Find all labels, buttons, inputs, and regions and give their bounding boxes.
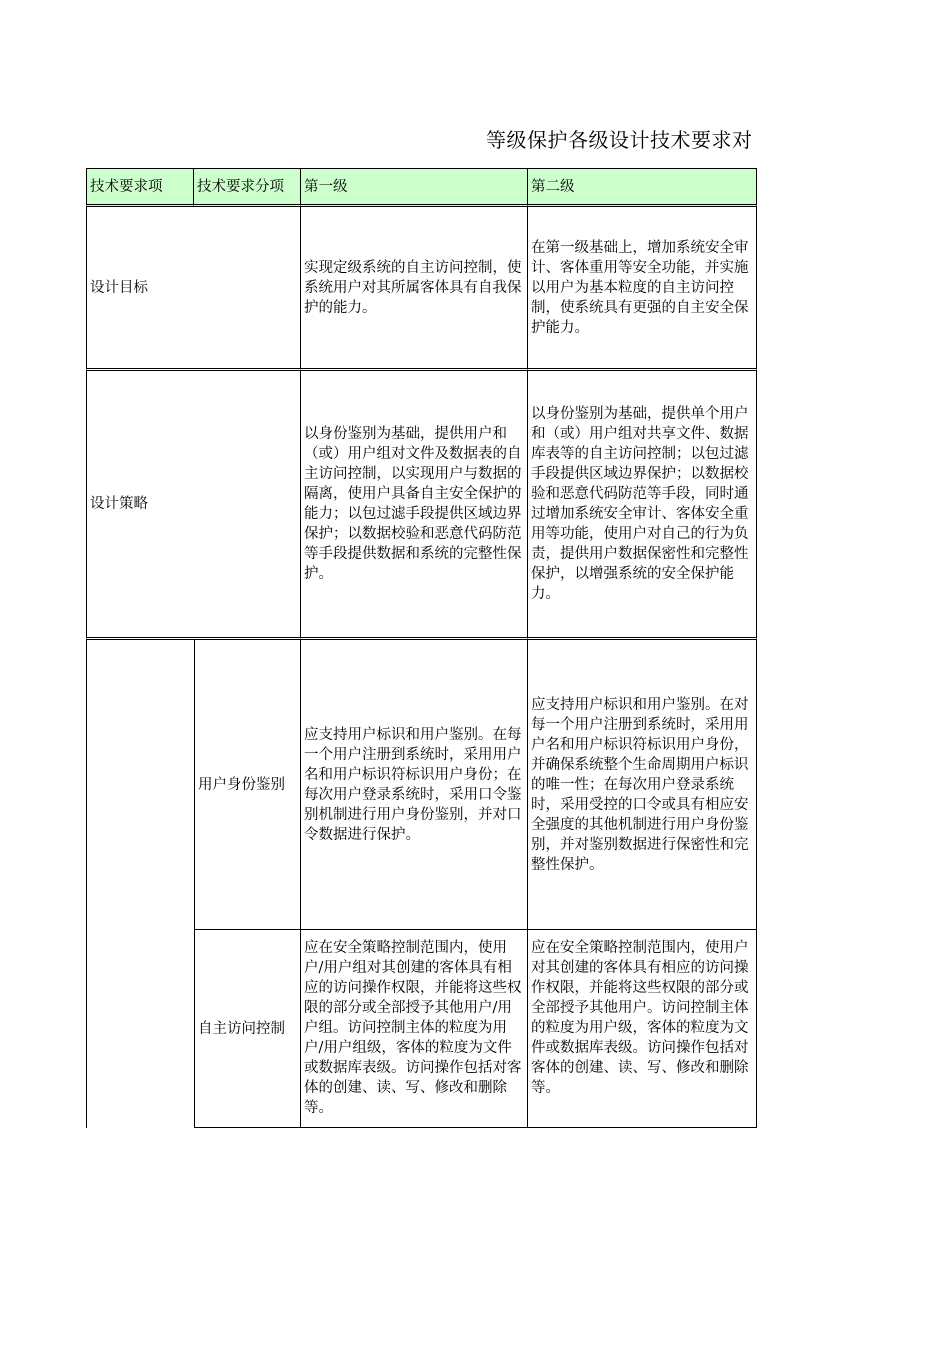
cell-design-strategy-level1: 以身份鉴别为基础，提供用户和（或）用户组对文件及数据表的自主访问控制，以实现用户与数据的隔离，使用户具备自主安全保护的能力；以包过滤手段提供区域边界保护；以数据校验和恶意代码防范等手段提供数据和系统的完整性保护。 [301,371,528,640]
header-level1: 第一级 [301,168,528,207]
cell-design-strategy-level2: 以身份鉴别为基础，提供单个用户和（或）用户组对共享文件、数据库表等的自主访问控制；以包过滤手段提供区域边界保护；以数据校验和恶意代码防范等手段，同时通过增加系统安全审计、客体安全重用等功能，使用户对自己的行为负责，提供用户数据保密性和完整性保护，以增强系统的安全保护能力。 [528,371,757,640]
page-title: 等级保护各级设计技术要求对 [486,128,753,152]
row-label-identity-auth: 用户身份鉴别 [194,640,301,930]
header-item: 技术要求项 [86,168,194,207]
row-label-design-goal: 设计目标 [86,207,301,371]
row-label-design-strategy: 设计策略 [86,371,301,640]
cell-access-control-level2: 应在安全策略控制范围内，使用户对其创建的客体具有相应的访问操作权限，并能将这些权限的部分或全部授予其他用户。访问控制主体的粒度为用户级，客体的粒度为文件或数据库表级。访问操作包括对客体的创建、读、写、修改和删除等。 [528,930,757,1128]
cell-design-goal-level2: 在第一级基础上，增加系统安全审计、客体重用等安全功能，并实施以用户为基本粒度的自主访问控制，使系统具有更强的自主安全保护能力。 [528,207,757,371]
cell-access-control-level1: 应在安全策略控制范围内，使用户/用户组对其创建的客体具有相应的访问操作权限，并能将这些权限的部分或全部授予其他用户/用户组。访问控制主体的粒度为用户/用户组级，客体的粒度为文件或数据库表级。访问操作包括对客体的创建、读、写、修改和删除等。 [301,930,528,1128]
merged-item-cell [86,640,194,1128]
header-sub-item: 技术要求分项 [194,168,301,207]
cell-design-goal-level1: 实现定级系统的自主访问控制，使系统用户对其所属客体具有自我保护的能力。 [301,207,528,371]
cell-identity-auth-level2: 应支持用户标识和用户鉴别。在对每一个用户注册到系统时，采用用户名和用户标识符标识用户身份，并确保系统整个生命周期用户标识的唯一性；在每次用户登录系统时，采用受控的口令或具有相应安全强度的其他机制进行用户身份鉴别，并对鉴别数据进行保密性和完整性保护。 [528,640,757,930]
header-level2: 第二级 [528,168,757,207]
cell-identity-auth-level1: 应支持用户标识和用户鉴别。在每一个用户注册到系统时，采用用户名和用户标识符标识用户身份；在每次用户登录系统时，采用口令鉴别机制进行用户身份鉴别，并对口令数据进行保护。 [301,640,528,930]
row-label-access-control: 自主访问控制 [194,930,301,1128]
